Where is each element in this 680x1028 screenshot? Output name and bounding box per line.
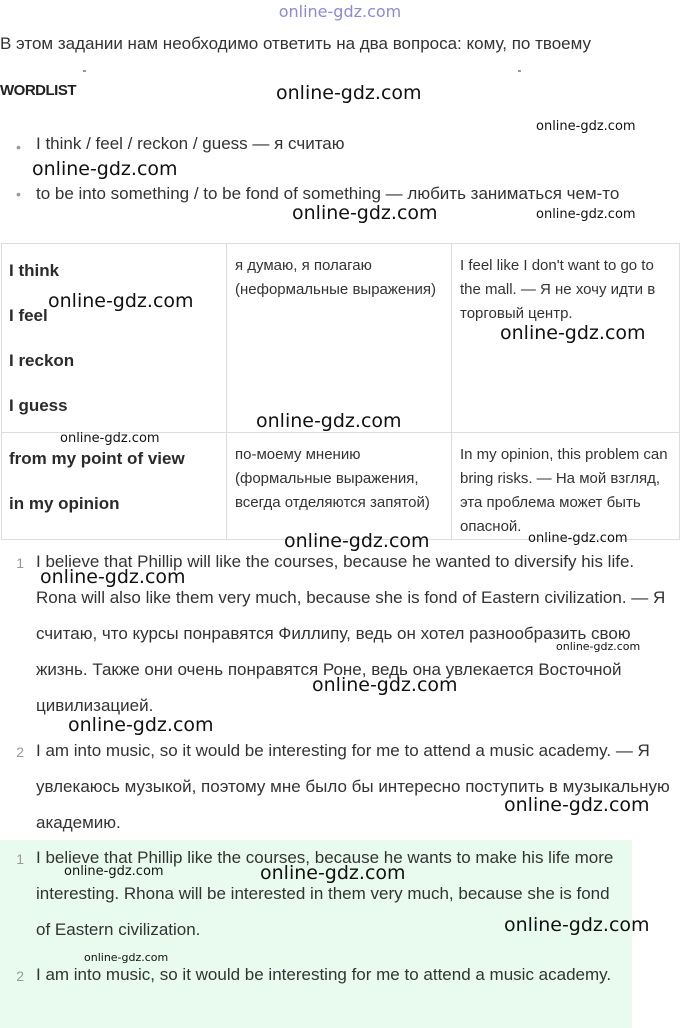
watermark: online-gdz.com [536,207,636,222]
watermark: online-gdz.com [276,82,422,104]
wordlist-title: WORDLIST [0,82,76,99]
answer-number: 2 [16,968,24,984]
watermark: online-gdz.com [292,202,438,224]
term: I feel [9,306,48,325]
terms-cell [2,244,227,433]
watermark: online-gdz.com [64,864,164,879]
term: I guess [9,396,68,415]
example-cell: In my opinion, this problem can bring risks. — На мой взгляд, эта проблема может быть опасной. [452,433,680,540]
watermark: online-gdz.com [48,290,194,312]
answer-text: I believe that Phillip like the courses, because he wants to make his life more interesting. Rhona will be interested in them very much, because she is fond of Eastern civilization. [36,848,614,939]
bullet-item: • I think / feel / reckon / guess — я считаю [0,132,680,155]
watermark: online-gdz.com [84,951,169,964]
cut-line-fragment [83,70,86,72]
answer-number: 2 [16,744,24,760]
watermark: online-gdz.com [536,119,636,134]
bullet-dot-icon: • [16,139,21,155]
example-cell: I feel like I don't want to go to the mall. — Я не хочу идти в торговый центр. [452,244,680,433]
site-header-link[interactable]: online-gdz.com [278,2,402,21]
intro-text: В этом задании нам необходимо ответить на два вопроса: кому, по твоему [0,34,592,53]
term: I think [9,261,60,280]
watermark: online-gdz.com [32,158,178,180]
cut-line-fragment [518,70,521,72]
table-row [2,433,680,540]
term: I reckon [9,351,75,370]
wordlist-table [1,243,680,540]
answer-text: I am into music, so it would be interesting for me to attend a music academy. — Я увлекаюсь музыкой, поэтому мне было бы интересно поступить в музыкальную академию. [36,741,670,832]
watermark: online-gdz.com [556,640,641,653]
watermark: online-gdz.com [504,794,650,816]
bullet-item: • to be into something / to be fond of something — любить заниматься чем-то [0,176,680,212]
bullet-dot-icon: • [16,186,21,202]
answer-number: 1 [16,555,24,571]
watermark: online-gdz.com [312,674,458,696]
meaning-cell: я думаю, я полагаю (неформальные выражения) [227,244,452,433]
terms-cell [2,433,227,540]
watermark: online-gdz.com [260,862,406,884]
watermark: online-gdz.com [40,566,186,588]
watermark: online-gdz.com [256,410,402,432]
term: from my point of view [9,449,185,468]
answer-text: I believe that Phillip will like the courses, because he wanted to diversify his life. Rona will also like them very much, because she is fond of Eastern civilization. — Я считаю, что курсы понравятся Филлипу, ведь он хотел разнообразить свою жизнь. Также они очень понравятся Роне, ведь она увлекается Восточной цивилизацией. [36,552,666,715]
watermark: online-gdz.com [60,431,160,446]
answer-number: 1 [16,851,24,867]
answer-text: I am into music, so it would be interesting for me to attend a music academy. [36,965,612,984]
term: in my opinion [9,494,120,513]
watermark: online-gdz.com [500,322,646,344]
watermark: online-gdz.com [68,714,214,736]
watermark: online-gdz.com [284,530,430,552]
watermark: online-gdz.com [528,531,628,546]
watermark: online-gdz.com [504,914,650,936]
meaning-cell: по-моему мнению (формальные выражения, всегда отделяются запятой) [227,433,452,540]
